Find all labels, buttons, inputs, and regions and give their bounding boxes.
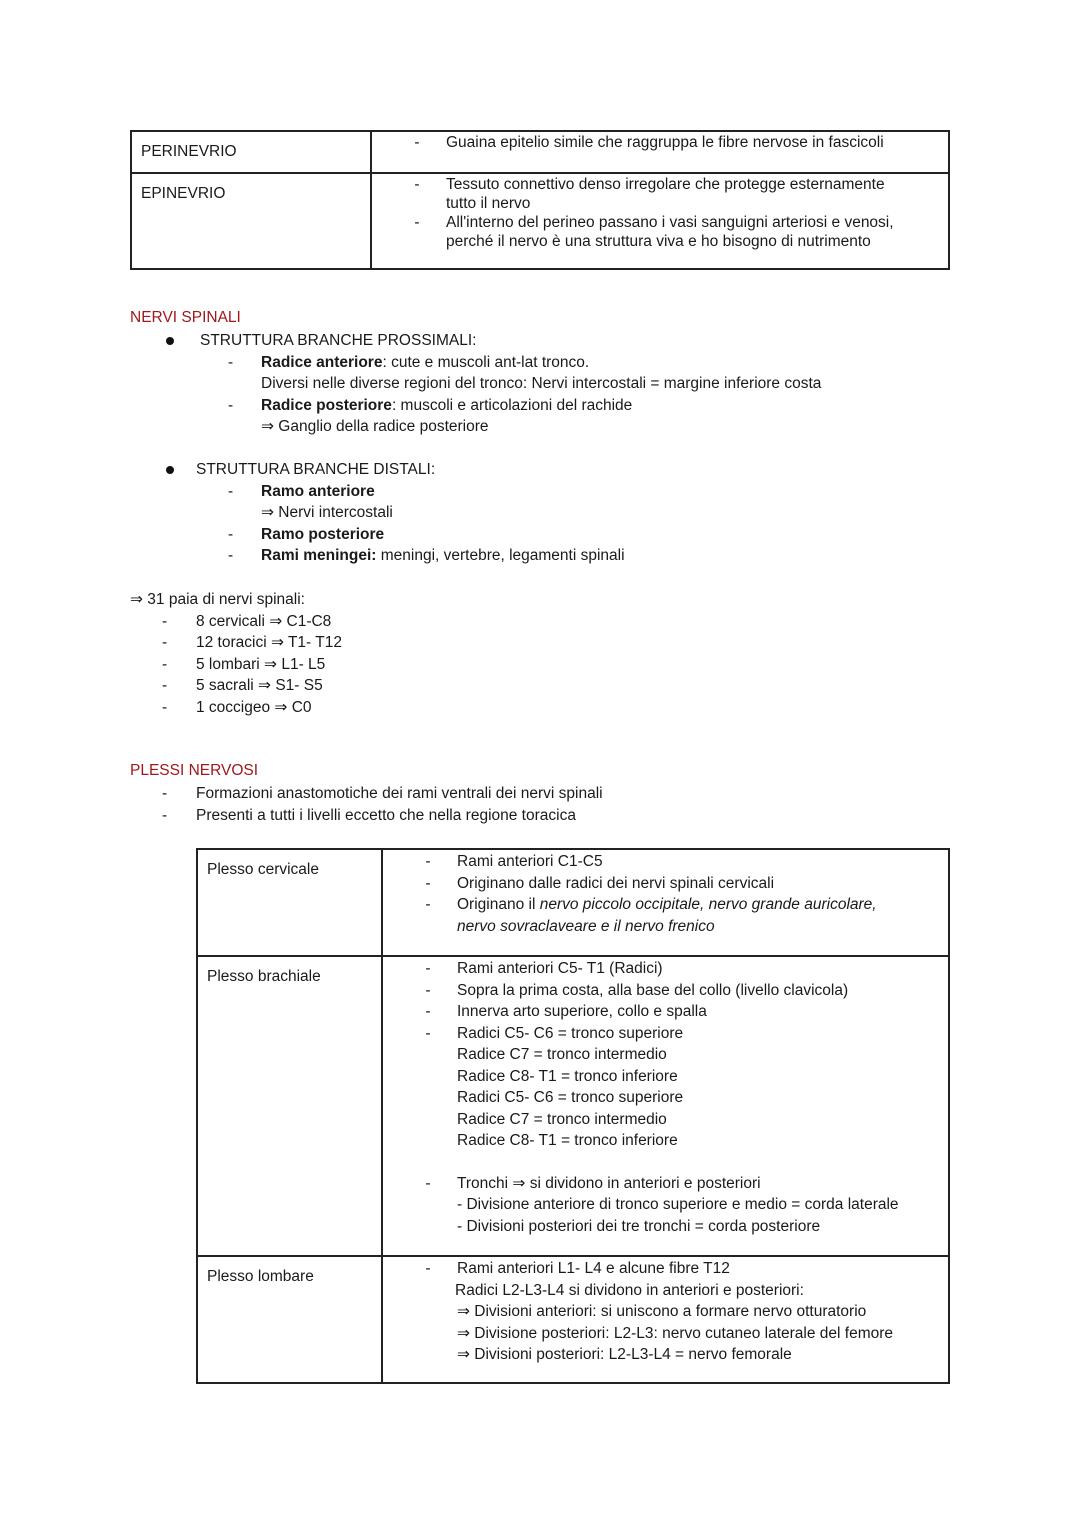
bullet-icon bbox=[166, 337, 174, 345]
paia-title: ⇒ 31 paia di nervi spinali: bbox=[130, 591, 305, 608]
list-item: - 8 cervicali ⇒ C1-C8 bbox=[162, 612, 332, 630]
list-item-continuation: ⇒ Ganglio della radice posteriore bbox=[261, 418, 489, 435]
table-row bbox=[197, 1256, 949, 1383]
list-item: - Originano il nervo piccolo occipitale, nervo grande auricolare, nervo sovraclaveare e il nervo frenico bbox=[425, 896, 877, 935]
section-heading-nervi-spinali: NERVI SPINALI bbox=[130, 309, 241, 326]
list-item: - Rami anteriori C5- T1 (Radici) bbox=[425, 960, 663, 977]
paia-block bbox=[130, 589, 530, 718]
description-list bbox=[383, 850, 948, 937]
spacer bbox=[383, 1152, 948, 1173]
list-item-continuation: Diversi nelle diverse regioni del tronco: Nervi intercostali = margine inferiore costa bbox=[261, 375, 822, 392]
description-list bbox=[383, 957, 948, 1237]
term-plesso-lombare: Plesso lombare bbox=[207, 1268, 314, 1285]
table-row bbox=[131, 131, 949, 173]
list-item: STRUTTURA BRANCHE DISTALI: bbox=[130, 459, 930, 481]
list-item: - Rami meningei: meningi, vertebre, legamenti spinali bbox=[228, 547, 625, 564]
list-item: - Rami anteriori L1- L4 e alcune fibre T12 Radici L2-L3-L4 si dividono in anteriori e posteriori: ⇒ Divisioni anteriori: si uniscono a formare nervo otturatorio ⇒ Divisione posteriori: L2-L3: nervo cutaneo laterale del femore ⇒ Divisioni posteriori: L2-L3-L4 = nervo femorale bbox=[425, 1260, 894, 1363]
list-item: - Tessuto connettivo denso irregolare che protegge esternamente tutto il nervo bbox=[414, 176, 885, 212]
list-item: - Ramo anteriore bbox=[228, 482, 375, 500]
term-plesso-cervicale: Plesso cervicale bbox=[207, 861, 319, 878]
list-item: - 5 sacrali ⇒ S1- S5 bbox=[162, 677, 323, 694]
list-item: - Tronchi ⇒ si dividono in anteriori e posteriori - Divisione anteriore di tronco superiore e medio = corda laterale - Divisioni posteriori dei tre tronchi = corda posteriore bbox=[425, 1174, 899, 1235]
description-list bbox=[372, 174, 948, 251]
list-item: - 5 lombari ⇒ L1- L5 bbox=[162, 655, 326, 673]
nerve-sheath-table bbox=[130, 130, 950, 270]
term-epinevrio: EPINEVRIO bbox=[141, 185, 226, 202]
table-row bbox=[197, 956, 949, 1256]
section-heading-plessi-nervosi: PLESSI NERVOSI bbox=[130, 762, 259, 779]
term-perinevrio: PERINEVRIO bbox=[141, 143, 237, 160]
description-list bbox=[372, 132, 948, 152]
list-item: STRUTTURA BRANCHE PROSSIMALI: bbox=[130, 330, 930, 352]
distali-block bbox=[130, 459, 930, 567]
list-item: - Sopra la prima costa, alla base del collo (livello clavicola) bbox=[425, 981, 849, 999]
description-list bbox=[383, 1257, 948, 1366]
list-item: - Rami anteriori C1-C5 bbox=[425, 853, 603, 870]
list-item: - Guaina epitelio simile che raggruppa le fibre nervose in fascicoli bbox=[414, 134, 884, 151]
list-item-continuation: ⇒ Nervi intercostali bbox=[261, 504, 393, 521]
list-item: - All'interno del perineo passano i vasi sanguigni arteriosi e venosi, perché il nervo è una struttura viva e ho bisogno di nutrimento bbox=[414, 214, 894, 250]
list-item: - 1 coccigeo ⇒ C0 bbox=[162, 698, 312, 716]
list-item: - Radice anteriore: cute e muscoli ant-lat tronco. bbox=[228, 353, 590, 371]
plessi-table bbox=[196, 848, 950, 1384]
list-item: - Radice posteriore: muscoli e articolazioni del rachide bbox=[228, 396, 633, 414]
list-item: - Formazioni anastomotiche dei rami ventrali dei nervi spinali bbox=[162, 785, 603, 802]
list-item: - 12 toracici ⇒ T1- T12 bbox=[162, 634, 342, 651]
list-item: - Radici C5- C6 = tronco superiore Radice C7 = tronco intermedio Radice C8- T1 = tronco inferiore Radici C5- C6 = tronco superiore Radice C7 = tronco intermedio Radice C8- T1 = tronco inferiore bbox=[425, 1024, 684, 1149]
table-row bbox=[197, 849, 949, 956]
list-item: - Ramo posteriore bbox=[228, 525, 385, 543]
list-item: - Presenti a tutti i livelli eccetto che nella regione toracica bbox=[162, 806, 576, 824]
list-item: - Originano dalle radici dei nervi spinali cervicali bbox=[425, 874, 775, 892]
bullet-icon bbox=[166, 466, 174, 474]
term-plesso-brachiale: Plesso brachiale bbox=[207, 968, 321, 985]
table-row bbox=[131, 173, 949, 269]
list-item: - Innerva arto superiore, collo e spalla bbox=[425, 1003, 707, 1020]
plessi-intro-list bbox=[130, 783, 830, 826]
prossimali-block bbox=[130, 330, 930, 438]
